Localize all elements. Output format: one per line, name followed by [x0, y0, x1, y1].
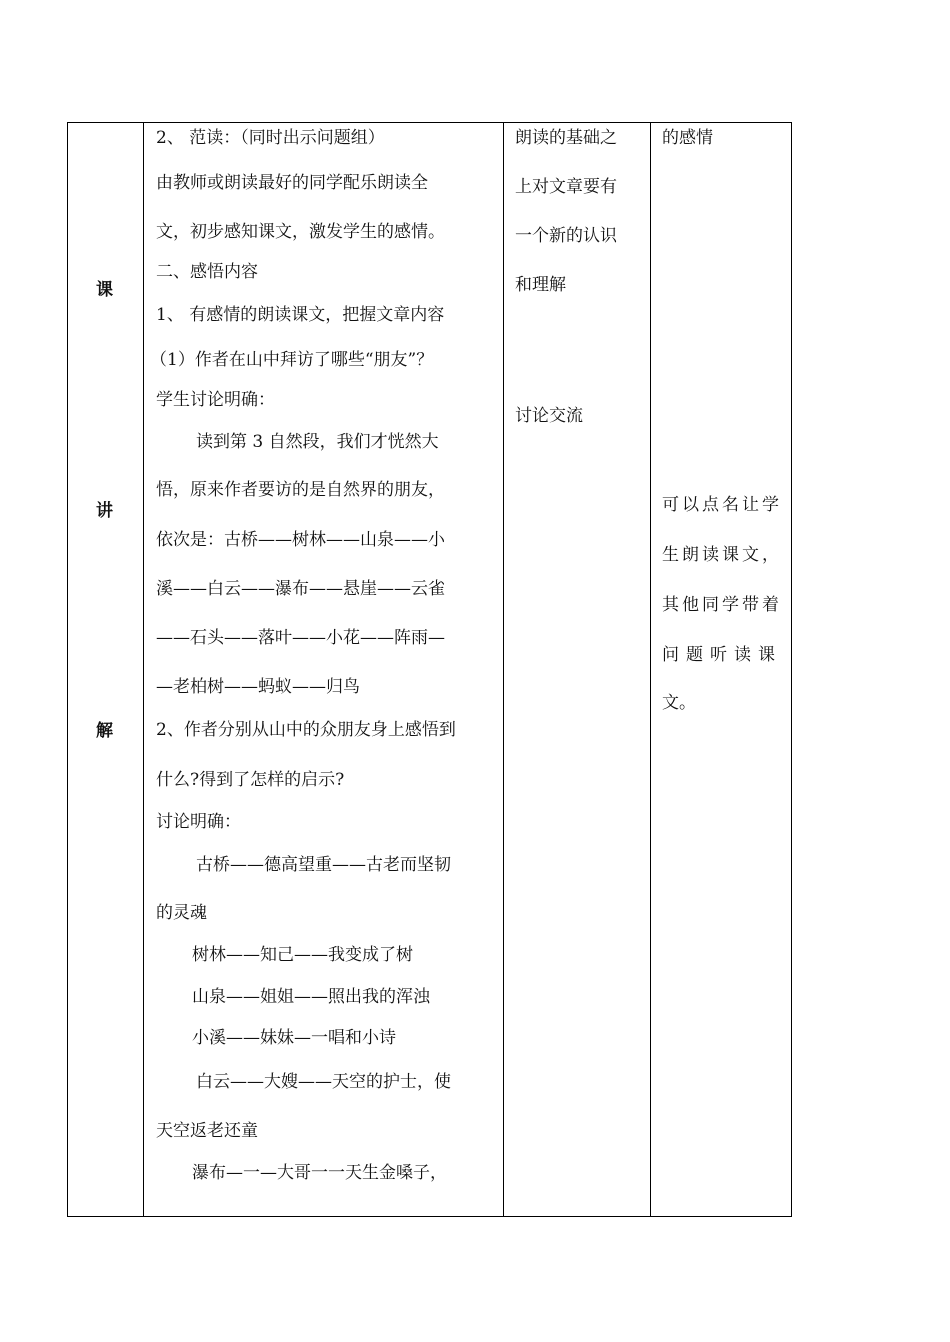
content-line: 什么?得到了怎样的启示? — [156, 770, 345, 790]
column-divider — [650, 123, 651, 1216]
content-line: —老柏树——蚂蚁——归鸟 — [156, 677, 360, 697]
content-line: 古桥——德高望重——古老而坚韧 — [196, 855, 451, 875]
activity-line: 一个新的认识 — [515, 226, 617, 246]
content-line: 白云——大嫂——天空的护士，使 — [196, 1072, 451, 1092]
content-line: 悟，原来作者要访的是自然界的朋友， — [156, 480, 445, 500]
activity-line: 上对文章要有 — [515, 177, 617, 197]
content-line: 文，初步感知课文，激发学生的感情。 — [156, 222, 445, 242]
question-line: （1）作者在山中拜访了哪些“朋友”？ — [150, 350, 434, 370]
content-line: 依次是：古桥——树林——山泉——小 — [156, 530, 445, 550]
content-line: 1、 有感情的朗读课文，把握文章内容 — [156, 305, 445, 325]
content-line: 读到第 3 自然段，我们才恍然大 — [196, 432, 439, 452]
note-line: 文。 — [662, 693, 696, 713]
content-line: 天空返老还童 — [156, 1121, 258, 1141]
note-line: 其他同学带着 — [662, 595, 782, 615]
section-label-char: 解 — [96, 721, 113, 741]
content-line: 山泉——姐姐——照出我的浑浊 — [192, 987, 430, 1007]
content-line: 由教师或朗读最好的同学配乐朗读全 — [156, 173, 428, 193]
content-line: 的灵魂 — [156, 903, 207, 923]
section-label-char: 讲 — [96, 501, 113, 521]
note-line: 的感情 — [662, 128, 713, 148]
content-line: 讨论明确： — [156, 812, 241, 832]
column-divider — [143, 123, 144, 1216]
content-line: 树林——知己——我变成了树 — [192, 945, 413, 965]
content-line: 学生讨论明确： — [156, 390, 275, 410]
content-line: 小溪——妹妹—一唱和小诗 — [192, 1028, 396, 1048]
content-line: 瀑布—一—大哥一一天生金嗓子， — [192, 1163, 447, 1183]
note-line: 生朗读课文， — [662, 545, 782, 565]
activity-line: 和理解 — [515, 275, 566, 295]
content-heading: 二、感悟内容 — [156, 262, 258, 282]
note-line: 问题听读课 — [662, 645, 782, 665]
content-line: 2、 范读：（同时出示问题组） — [156, 128, 385, 148]
column-divider — [503, 123, 504, 1216]
content-line: ——石头——落叶——小花——阵雨— — [156, 628, 445, 648]
activity-line: 朗读的基础之 — [515, 128, 617, 148]
note-line: 可以点名让学 — [662, 495, 782, 515]
section-label-char: 课 — [96, 280, 113, 300]
content-line: 溪——白云——瀑布——悬崖——云雀 — [156, 579, 445, 599]
lesson-table — [67, 122, 792, 1217]
activity-line: 讨论交流 — [515, 406, 583, 426]
content-line: 2、作者分别从山中的众朋友身上感悟到 — [156, 720, 456, 740]
